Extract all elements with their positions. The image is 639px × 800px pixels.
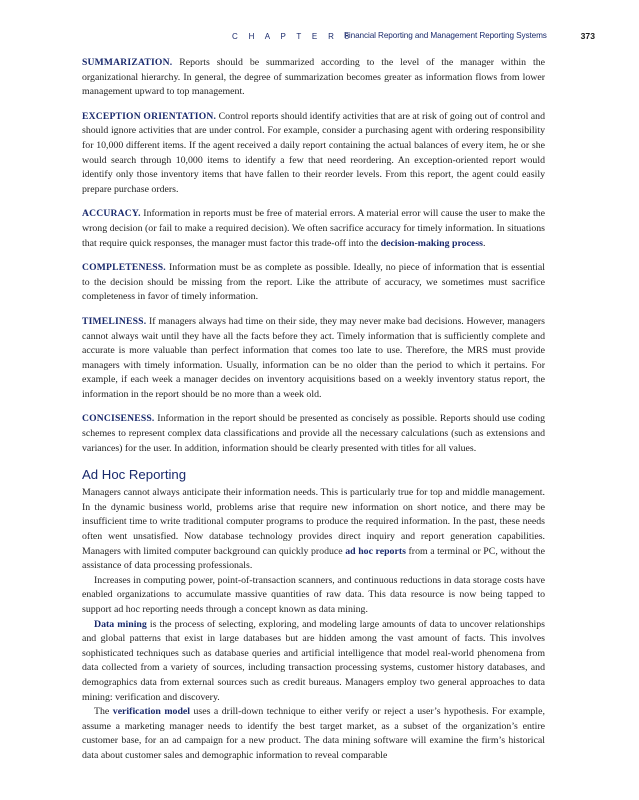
page-body (82, 56, 545, 764)
decision-making-process-term: decision-making process (380, 237, 483, 249)
summarization-text: Reports should be summarized according to the level of the manager within the organizational hierarchy. In general, the degree of summarization becomes greater as information flows from lower management upward to top management. (82, 57, 545, 98)
verification-model-text: uses a drill-down technique to either verify or reject a user’s hypothesis. For example, assume a marketing manager needs to identify the best target market, as a subset of the organization’s entire customer base, for an ad campaign for a new product. The data mining software will examine the firm’s historical data about customer sales and demographic information to reveal comparable (82, 706, 545, 761)
ad-hoc-p2-text: Increases in computing power, point-of-transaction scanners, and continuous reductions in data storage costs have enabled organizations to accumulate massive quantities of raw data. This data resource is now being tapped to support ad hoc reporting needs through a concept known as data mining. (82, 574, 545, 615)
conciseness-lead: CONCISENESS. (82, 413, 155, 425)
summarization-paragraph (82, 56, 545, 100)
chapter-label: C H A P T E R 8 (232, 32, 354, 41)
completeness-text: Information must be as complete as possible. Ideally, no piece of information that is essential to the decision should be missing from the report. Like the attribute of accuracy, we sometimes must sacrifice completeness in favor of timely information. (82, 262, 545, 303)
ad-hoc-p1-text-end: from a terminal or PC, without the assistance of data processing professionals. (82, 545, 546, 572)
ad-hoc-reporting-heading: Ad Hoc Reporting (82, 467, 187, 483)
completeness-paragraph (82, 261, 545, 305)
exception-orientation-paragraph (82, 110, 545, 198)
exception-orientation-text: Control reports should identify activities that are at risk of going out of control and should ignore activities that are under control. For example, consider a purchasing agent with ordering responsibility for 10,000 different items. If the agent received a daily report containing the actual balances of every item, he or she would search through 10,000 items to identify a few that need reordering. An exception-oriented report would identify only those inventory items that have fallen to their reorder levels. From this report, the agent could easily prepare purchase orders. (82, 110, 546, 195)
verification-model-term: verification model (112, 706, 191, 718)
accuracy-lead: ACCURACY. (82, 208, 141, 220)
verification-model-paragraph (82, 705, 545, 763)
verification-p-start: The (94, 706, 113, 718)
accuracy-paragraph (82, 207, 545, 251)
exception-orientation-lead: EXCEPTION ORIENTATION. (82, 110, 217, 122)
timeliness-lead: TIMELINESS. (82, 315, 147, 327)
accuracy-text: Information in reports must be free of material errors. A material error will cause the user to make the wrong decision (or fail to make a required decision). We often sacrifice accuracy for timely information. In situations that require quick responses, the manager must factor this trade-off into the (82, 208, 545, 249)
timeliness-text: If managers always had time on their side, they may never make bad decisions. However, managers cannot always wait until they have all the facts before they act. Timely information that is sufficiently complete and accurate is more valuable than perfect information that comes too late to use. Therefore, the MRS must provide managers with timely information. Usually, information can be no older than the period to which it pertains. For example, if each week a manager decides on inventory acquisitions based on a weekly inventory status report, the information in the report should be no more than a week old. (82, 315, 545, 400)
completeness-lead: COMPLETENESS. (82, 262, 166, 274)
data-mining-text: is the process of selecting, exploring, and modeling large amounts of data to uncover relationships and global patterns that exist in large databases but are hidden among the vast amount of facts. This involves sophisticated techniques such as database queries and artificial intelligence that model real-world phenomena from data collected from a variety of sources, including transaction processing systems, customer history databases, and demographics data from external sources such as credit bureaus. Managers employ two general approaches to data mining: verification and discovery. (82, 618, 546, 703)
conciseness-paragraph (82, 412, 545, 456)
summarization-lead: SUMMARIZATION. (82, 57, 173, 68)
timeliness-paragraph (82, 315, 545, 403)
ad-hoc-p1-text: Managers cannot always anticipate their information needs. This is particularly true for top and middle management. In the dynamic business world, problems arise that require new information on short notice, and there may be insufficient time to write traditional computer programs to produce the required information. In the past, these needs often went unsatisfied. Now database technology provides direct inquiry and report generation capabilities. Managers with limited computer background can quickly produce (82, 487, 545, 557)
page-number: 373 (580, 31, 595, 41)
ad-hoc-reports-term: ad hoc reports (345, 545, 406, 557)
running-section-title: Financial Reporting and Management Reporting Systems (344, 31, 547, 40)
conciseness-text: Information in the report should be presented as concisely as possible. Reports should use coding schemes to represent complex data classifications and provide all the necessary calculations (such as extensions and variances) for the user. In addition, information should be clearly presented with titles for all values. (82, 413, 545, 454)
data-mining-paragraph (82, 618, 545, 706)
running-header (82, 31, 595, 45)
data-mining-term: Data mining (94, 618, 147, 630)
accuracy-text-end: . (482, 237, 486, 249)
ad-hoc-paragraph-2 (82, 574, 545, 618)
ad-hoc-paragraph-1 (82, 486, 545, 574)
